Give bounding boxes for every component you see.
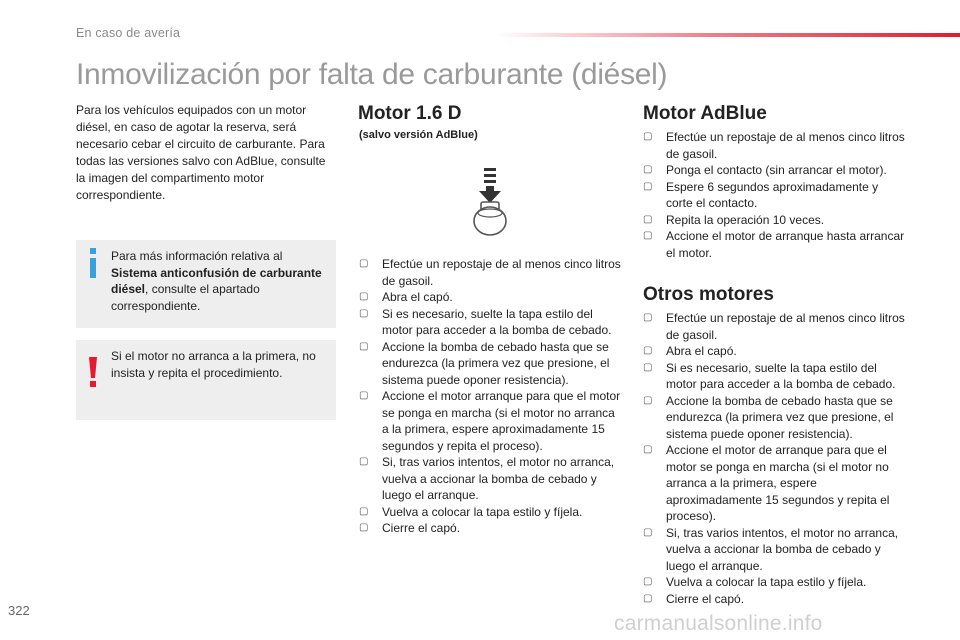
- list-item: ▢ Accione el motor arranque para que el motor se ponga en marcha (si el motor no arranca a la primera, espere aproximadamente 15 segundos y repita el proceso).: [359, 388, 621, 454]
- list-item: ▢ Efectúe un repostaje de al menos cinco litros de gasoil.: [643, 129, 905, 162]
- motor-16-steps: [359, 256, 621, 537]
- list-item: ▢ Repita la operación 10 veces.: [643, 212, 905, 229]
- list-item: ▢ Accione la bomba de cebado hasta que se endurezca (la primera vez que presione, el sistema puede oponer resistencia).: [643, 393, 905, 443]
- list-item: ▢ Accione el motor de arranque para que el motor se ponga en marcha (si el motor no arranca a la primera, espere aproximadamente 15 segundos y repita el proceso).: [643, 442, 905, 525]
- list-item: ▢ Si es necesario, suelte la tapa estilo del motor para acceder a la bomba de cebado.: [643, 360, 905, 393]
- warning-box: [76, 340, 336, 420]
- info-icon: [86, 248, 100, 283]
- warning-box-text: Si el motor no arranca a la primera, no insista y repita el procedimiento.: [111, 349, 316, 380]
- list-item: ▢ Efectúe un repostaje de al menos cinco litros de gasoil.: [359, 256, 621, 289]
- page-number: 322: [8, 603, 30, 618]
- info-box-text-bold: Sistema anticonfusión de carburante diésel: [111, 265, 322, 296]
- priming-pump-icon: [471, 166, 509, 243]
- list-item: ▢ Accione el motor de arranque hasta arrancar el motor.: [643, 228, 905, 261]
- section-divider-line: [495, 33, 960, 37]
- list-item: ▢ Si es necesario, suelte la tapa estilo del motor para acceder a la bomba de cebado.: [359, 306, 621, 339]
- otros-motores-steps: [643, 310, 905, 607]
- list-item: ▢ Cierre el capó.: [643, 591, 905, 608]
- list-item: ▢ Cierre el capó.: [359, 520, 621, 537]
- section-label: En caso de avería: [76, 26, 181, 40]
- info-box-text: [111, 248, 329, 314]
- otros-motores-title: Otros motores: [643, 284, 774, 305]
- list-item: ▢ Abra el capó.: [643, 343, 905, 360]
- list-item: ▢ Si, tras varios intentos, el motor no arranca, vuelva a accionar la bomba de cebado y luego el arranque.: [359, 454, 621, 504]
- adblue-steps: [643, 129, 905, 261]
- list-item: ▢ Espere 6 segundos aproximadamente y corte el contacto.: [643, 179, 905, 212]
- list-item: ▢ Ponga el contacto (sin arrancar el motor).: [643, 162, 905, 179]
- warning-icon: [86, 357, 100, 392]
- page-title: Inmovilización por falta de carburante (diésel): [76, 58, 668, 91]
- watermark-text: carmanualsonline.info: [614, 612, 823, 635]
- info-box: [76, 240, 336, 328]
- intro-paragraph: Para los vehículos equipados con un motor diésel, en caso de agotar la reserva, será necesario cebar el circuito de carburante. Para todas las versiones salvo con AdBlue, consulte la imagen del compartimento motor correspondiente.: [76, 103, 326, 202]
- info-box-text-end: , consulte el apartado correspondiente.: [111, 282, 260, 313]
- list-item: ▢ Vuelva a colocar la tapa estilo y fíjela.: [359, 504, 621, 521]
- list-item: ▢ Abra el capó.: [359, 289, 621, 306]
- adblue-title: Motor AdBlue: [643, 103, 767, 124]
- list-item: ▢ Si, tras varios intentos, el motor no arranca, vuelva a accionar la bomba de cebado y luego el arranque.: [643, 525, 905, 575]
- list-item: ▢ Efectúe un repostaje de al menos cinco litros de gasoil.: [643, 310, 905, 343]
- list-item: ▢ Vuelva a colocar la tapa estilo y fíjela.: [643, 574, 905, 591]
- motor-16-subtitle: (salvo versión AdBlue): [359, 129, 478, 141]
- list-item: ▢ Accione la bomba de cebado hasta que se endurezca (la primera vez que presione, el sistema puede oponer resistencia).: [359, 339, 621, 389]
- motor-16-title: Motor 1.6 D: [358, 103, 462, 124]
- info-box-text-start: Para más información relativa al: [111, 249, 283, 263]
